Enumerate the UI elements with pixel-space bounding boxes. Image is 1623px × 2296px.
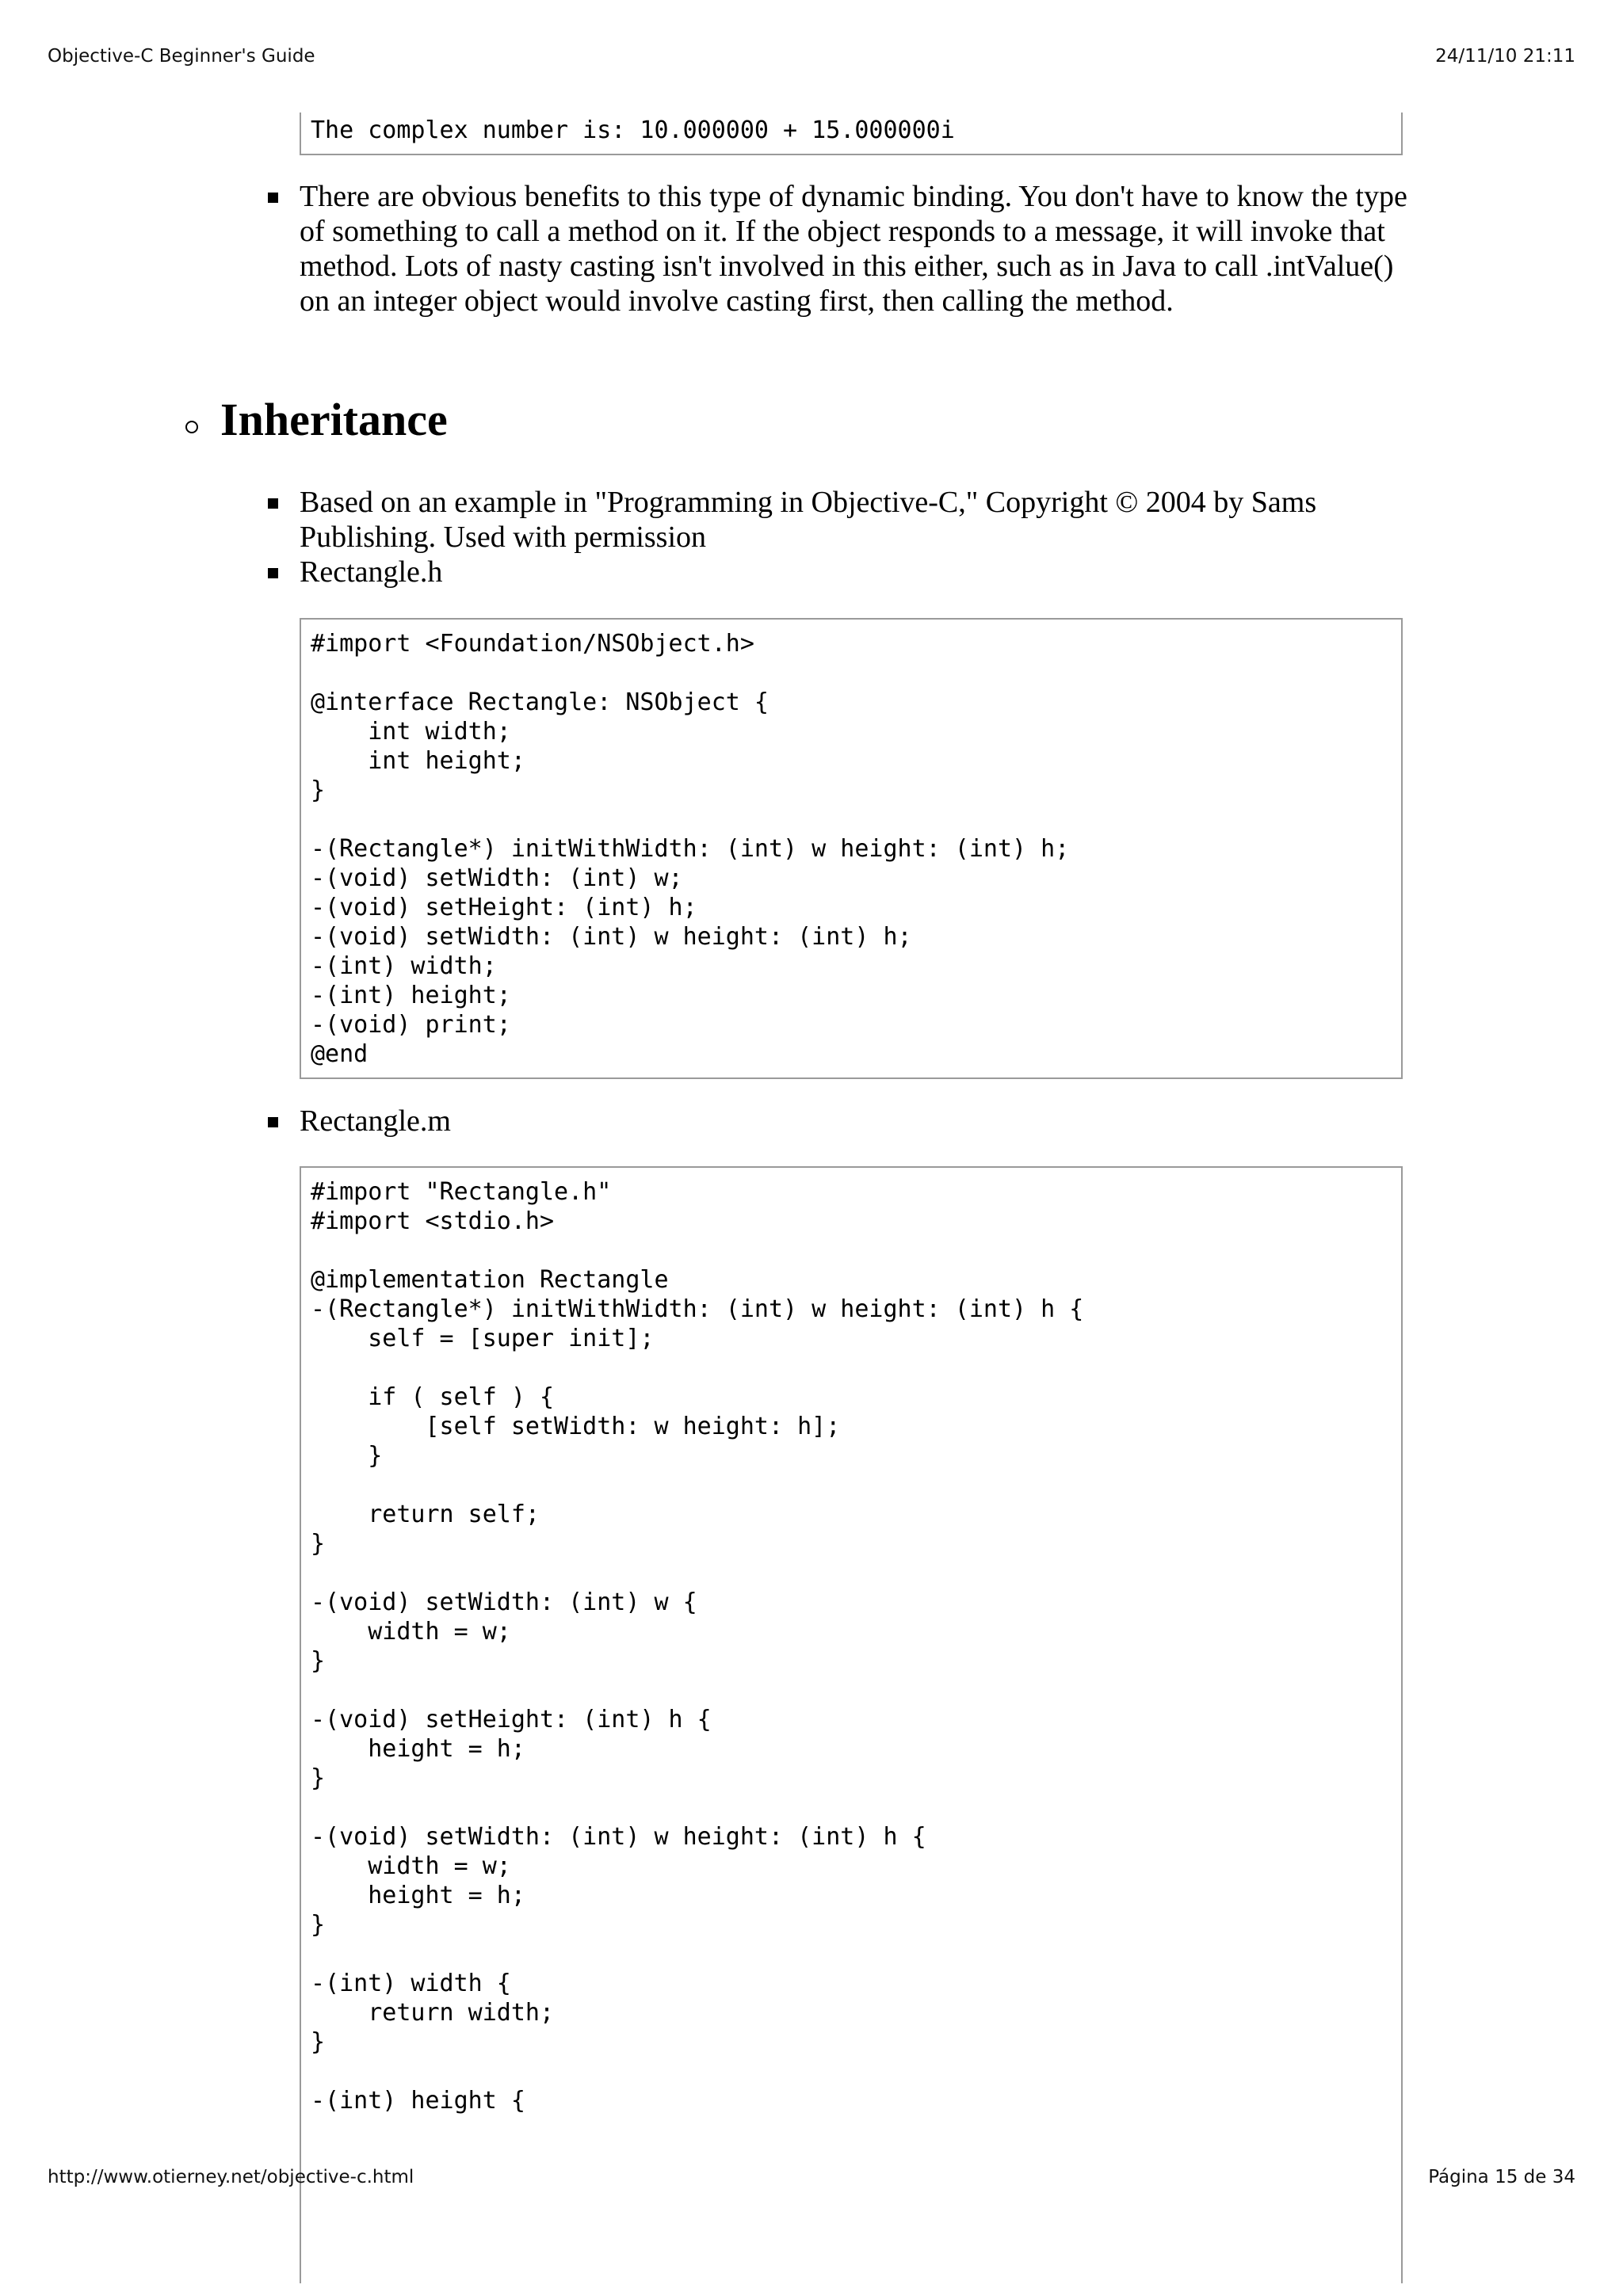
- square-bullet-icon: [268, 193, 278, 203]
- bullet-text: There are obvious benefits to this type of dynamic binding. You don't have to know the type of something to call a method on it. If the object responds to a message, it will invoke that method. Lots of nasty casting isn't involved in this either, such as in Java to call .intValue() on an integer object would involve casting first, then calling the method.: [300, 180, 1407, 318]
- bullet-text: Based on an example in "Programming in Objective-C," Copyright © 2004 by Sams Publishing. Used with permission: [300, 486, 1317, 554]
- code-block-rectangle-h: #import <Foundation/NSObject.h> @interface Rectangle: NSObject { int width; int height; } -(Rectangle*) initWithWidth: (int) w height: (int) h; -(void) setWidth: (int) w; -(void) setHeight: (int) h; -(void) setWidth: (int) w height: (int) h; -(int) width; -(int) height; -(void) print; @end: [300, 618, 1403, 1079]
- bullet-text: Rectangle.h: [300, 555, 443, 589]
- page-header-datetime: 24/11/10 21:11: [1435, 46, 1575, 67]
- page-footer-url: http://www.otierney.net/objective-c.html: [48, 2167, 414, 2187]
- square-bullet-icon: [268, 498, 278, 509]
- square-bullet-icon: [268, 568, 278, 578]
- bullet-copyright: [300, 485, 1409, 555]
- section-heading: Inheritance: [220, 394, 448, 445]
- page-header-title: Objective-C Beginner's Guide: [48, 46, 315, 67]
- bullet-dynamic-binding: [300, 179, 1409, 318]
- page-footer-page-number: Página 15 de 34: [1428, 2167, 1575, 2187]
- bullet-rectangle-h: [300, 555, 1409, 589]
- code-block-rectangle-m: #import "Rectangle.h" #import <stdio.h> @implementation Rectangle -(Rectangle*) initWithWidth: (int) w height: (int) h { self = [super init]; if ( self ) { [self setWidth: w height: h]; } return self; } -(void) setWidth: (int) w { width = w; } -(void) setHeight: (int) h { height = h; } -(void) setWidth: (int) w height: (int) h { width = w; height = h; } -(int) width { return width; } -(int) height {: [300, 1166, 1403, 2283]
- bullet-text: Rectangle.m: [300, 1104, 451, 1138]
- code-block-output: The complex number is: 10.000000 + 15.000000i: [300, 113, 1403, 155]
- square-bullet-icon: [268, 1117, 278, 1127]
- bullet-rectangle-m: [300, 1104, 1409, 1138]
- circle-bullet-icon: [185, 421, 198, 433]
